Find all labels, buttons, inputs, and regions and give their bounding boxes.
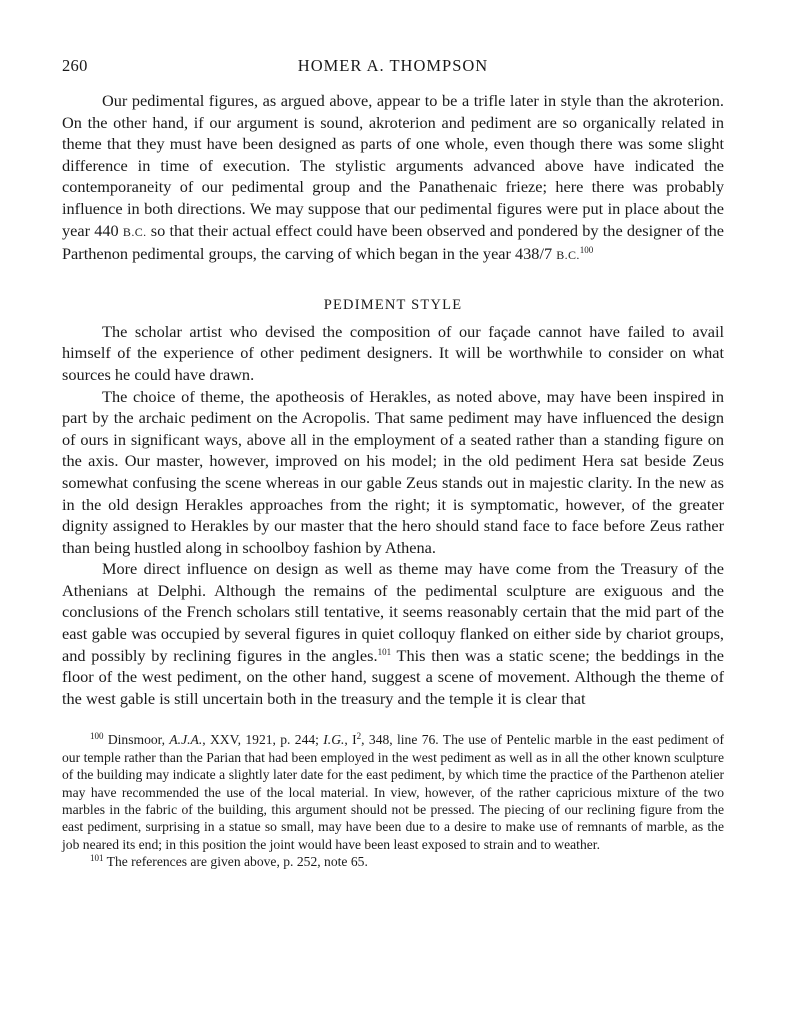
paragraph-1-text-cont: so that their actual effect could have been observed and pondered by the designer of the Parthenon pedimental groups, the carving of which began in the year 438/7 <box>62 220 725 264</box>
paragraph-2: The scholar artist who devised the composition of our façade cannot have failed to avail himself of the experience of other pediment designers. It will be worthwhile to consider on what sources he could have drawn. <box>62 321 724 384</box>
era-abbrev: B.C. <box>122 224 147 239</box>
body-text <box>62 90 724 709</box>
footnote-journal: A.J.A. <box>169 732 203 748</box>
footnote-mark: 101 <box>90 853 104 864</box>
footnote-body: , 348, line 76. The use of Pentelic marble in the east pediment of our temple rather than the Parian that had been employed in the west pediment as well as in all the other known sculpture of the building may indicate a slightly later date for the east pediment, by which time the practice of the Parthenon atelier may have recommended the use of the local material. In view, however, of the rather capricious mixture of the two marbles in the fabric of the building, this argument should not be pressed. The piecing of our reclining figure from the east pediment, surprising in a statue so small, may have been due to a desire to make use of remnants of marble, as the job neared its end; in this position the joint would have been least exposed to strain and to weather. <box>62 732 724 852</box>
paragraph-4-text-cont: This then was a static scene; the beddings in the floor of the west pediment, on the other hand, suggest a scene of movement. Although the theme of the west gable is still uncertain both in the treasury and the temple it is clear that <box>62 645 724 708</box>
footnote-author: Dinsmoor, <box>103 732 170 748</box>
footnote-mark: 100 <box>90 731 104 742</box>
footnote-ig: I.G. <box>323 732 345 748</box>
footnote-101 <box>62 853 724 870</box>
footnote-body: The references are given above, p. 252, note 65. <box>103 854 368 870</box>
paragraph-1-text: Our pedimental figures, as argued above, appear to be a trifle later in style than the akroterion. On the other hand, if our argument is sound, akroterion and pediment are so organically related in theme that they must have been designed as parts of one whole, even though there was some slight difference in time of execution. The stylistic arguments advanced above have indicated the contemporaneity of our pedimental group and the Panathenaic frieze; here there was probably influence in both directions. We may suppose that our pedimental figures were put in place about the year 440 <box>62 91 724 240</box>
paragraph-4 <box>62 558 724 709</box>
running-head: HOMER A. THOMPSON <box>297 56 489 75</box>
footnotes <box>62 731 724 870</box>
document-page <box>62 56 724 871</box>
paragraph-3: The choice of theme, the apotheosis of Herakles, as noted above, may have been inspired in part by the archaic pediment on the Acropolis. That same pediment may have influenced the design of ours in significant ways, above all in the employment of a seated rather than a standing figure on the axis. Our master, however, improved on his model; in the old pediment Hera sat beside Zeus somewhat confusing the scene whereas in our gable Zeus stands out in majestic clarity. In the new as in the old design Herakles approaches from the right; it is symptomatic, however, of the greater dignity assigned to Herakles by our master that the hero should stand face to face before Zeus rather than being hustled along in schoolboy fashion by Athena. <box>62 386 724 557</box>
footnote-ref-101[interactable]: 101 <box>377 646 392 657</box>
page-header <box>62 56 724 78</box>
section-title: PEDIMENT STYLE <box>323 296 463 313</box>
footnote-superscript: 2 <box>356 731 362 742</box>
footnote-ref-text: , I <box>344 732 357 748</box>
footnote-ref-text: , XXV, 1921, p. 244; <box>202 732 324 748</box>
footnote-100 <box>62 731 724 853</box>
paragraph-4-text: More direct influence on design as well as theme may have come from the Treasury of the Athenians at Delphi. Although the remains of the pedimental sculpture are exiguous and the conclusions of the French scholars still tentative, it seems reasonably certain that the mid part of the east gable was occupied by several figures in quiet colloquy flanked on either side by chariot groups, and possibly by reclining figures in the angles. <box>62 559 724 665</box>
era-abbrev: B.C. <box>556 248 580 263</box>
paragraph-1 <box>62 90 724 267</box>
page-number: 260 <box>62 56 88 75</box>
footnote-ref-100[interactable]: 100 <box>579 245 594 256</box>
